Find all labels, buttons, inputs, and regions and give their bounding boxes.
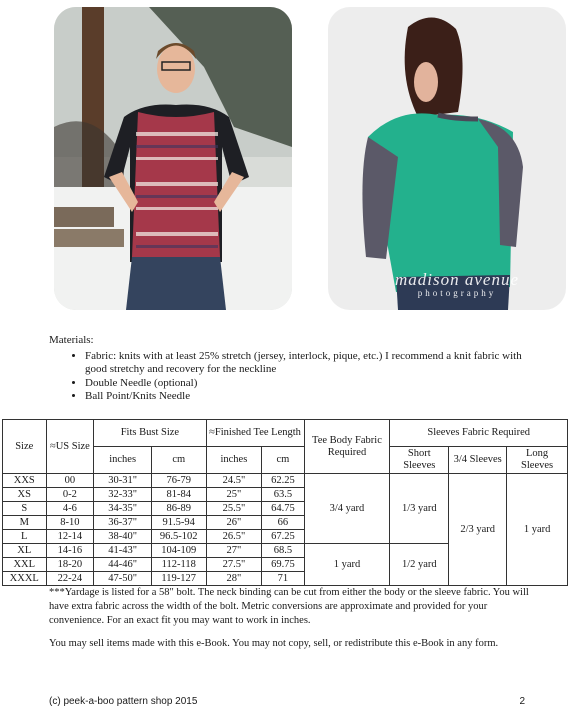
photo-raglan-front xyxy=(54,7,292,310)
cell-bust-cm: 112-118 xyxy=(151,558,206,572)
cell-bust-cm: 96.5-102 xyxy=(151,530,206,544)
cell-bust-cm: 81-84 xyxy=(151,488,206,502)
cell-body-fabric-small: 3/4 yard xyxy=(304,474,390,544)
cell-length-inches: 26" xyxy=(206,516,262,530)
footer-copyright: (c) peek-a-boo pattern shop 2015 xyxy=(49,696,198,707)
watermark-line2: photography xyxy=(417,288,497,298)
cell-short-sleeves-small: 1/3 yard xyxy=(390,474,449,544)
cell-bust-cm: 76-79 xyxy=(151,474,206,488)
header-sleeves-fabric: Sleeves Fabric Required xyxy=(390,420,568,447)
header-bust-cm: cm xyxy=(151,447,206,474)
header-short-sleeves: Short Sleeves xyxy=(390,447,449,474)
cell-bust-inches: 30-31" xyxy=(94,474,152,488)
materials-item-fabric: • Fabric: knits with at least 25% stretch (jersey, interlock, pique, etc.) I recommend a knit fabric with good stretchy and recovery for the neckline xyxy=(85,350,525,377)
cell-us-size: 14-16 xyxy=(46,544,94,558)
cell-length-inches: 27.5" xyxy=(206,558,262,572)
header-long-sleeves: Long Sleeves xyxy=(507,447,568,474)
yardage-note: ***Yardage is listed for a 58" bolt. The neck binding can be cut from either the body or the sleeve fabric. You will have extra fabric across the width of the bolt. Metric conversions are approximate and provided for your convenience. For an exact fit you may want to work in inches. xyxy=(49,587,529,626)
cell-us-size: 22-24 xyxy=(46,572,94,586)
header-us-size: ≈US Size xyxy=(46,420,94,474)
cell-size: XS xyxy=(3,488,47,502)
header-three-quarter-sleeves: 3/4 Sleeves xyxy=(449,447,507,474)
cell-us-size: 12-14 xyxy=(46,530,94,544)
page-number: 2 xyxy=(519,696,525,707)
table-row xyxy=(3,474,568,488)
cell-length-cm: 68.5 xyxy=(262,544,304,558)
cell-size: S xyxy=(3,502,47,516)
header-finished-length: ≈Finished Tee Length xyxy=(206,420,304,447)
cell-length-cm: 69.75 xyxy=(262,558,304,572)
cell-bust-inches: 47-50" xyxy=(94,572,152,586)
cell-us-size: 4-6 xyxy=(46,502,94,516)
cell-bust-cm: 91.5-94 xyxy=(151,516,206,530)
cell-bust-cm: 119-127 xyxy=(151,572,206,586)
cell-bust-inches: 44-46" xyxy=(94,558,152,572)
materials-section xyxy=(49,334,525,404)
cell-bust-cm: 86-89 xyxy=(151,502,206,516)
cell-size: M xyxy=(3,516,47,530)
cell-size: L xyxy=(3,530,47,544)
cell-size: XXXL xyxy=(3,572,47,586)
cell-us-size: 0-2 xyxy=(46,488,94,502)
cell-body-fabric-large: 1 yard xyxy=(304,544,390,586)
materials-list xyxy=(49,350,525,404)
cell-length-cm: 63.5 xyxy=(262,488,304,502)
photo-watermark xyxy=(382,270,532,298)
cell-bust-inches: 34-35" xyxy=(94,502,152,516)
photo-raglan-back xyxy=(328,7,566,310)
materials-item-ballpoint-needle: • Ball Point/Knits Needle xyxy=(85,390,525,404)
cell-three-quarter-sleeves: 2/3 yard xyxy=(449,474,507,586)
header-length-inches: inches xyxy=(206,447,262,474)
cell-length-inches: 24.5" xyxy=(206,474,262,488)
cell-bust-inches: 38-40" xyxy=(94,530,152,544)
size-chart-table xyxy=(2,419,568,586)
cell-length-inches: 25" xyxy=(206,488,262,502)
cell-short-sleeves-large: 1/2 yard xyxy=(390,544,449,586)
cell-length-inches: 25.5" xyxy=(206,502,262,516)
usage-rights-text: You may sell items made with this e-Book. You may not copy, sell, or redistribute this e-Book in any form. xyxy=(49,638,499,649)
cell-bust-inches: 41-43" xyxy=(94,544,152,558)
materials-item-double-needle: • Double Needle (optional) xyxy=(85,377,525,391)
page-footer xyxy=(49,696,525,707)
cell-length-cm: 62.25 xyxy=(262,474,304,488)
header-fits-bust: Fits Bust Size xyxy=(94,420,206,447)
materials-heading: Materials: xyxy=(49,334,94,346)
cell-size: XL xyxy=(3,544,47,558)
cell-size: XXS xyxy=(3,474,47,488)
cell-length-cm: 67.25 xyxy=(262,530,304,544)
header-size: Size xyxy=(3,420,47,474)
cell-length-cm: 71 xyxy=(262,572,304,586)
watermark-line1: madison avenue xyxy=(394,270,519,289)
cell-bust-inches: 32-33" xyxy=(94,488,152,502)
cell-length-cm: 66 xyxy=(262,516,304,530)
cell-bust-cm: 104-109 xyxy=(151,544,206,558)
cell-length-cm: 64.75 xyxy=(262,502,304,516)
cell-length-inches: 26.5" xyxy=(206,530,262,544)
cell-length-inches: 28" xyxy=(206,572,262,586)
cell-bust-inches: 36-37" xyxy=(94,516,152,530)
cell-us-size: 8-10 xyxy=(46,516,94,530)
cell-size: XXL xyxy=(3,558,47,572)
header-length-cm: cm xyxy=(262,447,304,474)
cell-us-size: 00 xyxy=(46,474,94,488)
cell-long-sleeves: 1 yard xyxy=(507,474,568,586)
header-body-fabric: Tee Body Fabric Required xyxy=(304,420,390,474)
header-bust-inches: inches xyxy=(94,447,152,474)
cell-us-size: 18-20 xyxy=(46,558,94,572)
cell-length-inches: 27" xyxy=(206,544,262,558)
